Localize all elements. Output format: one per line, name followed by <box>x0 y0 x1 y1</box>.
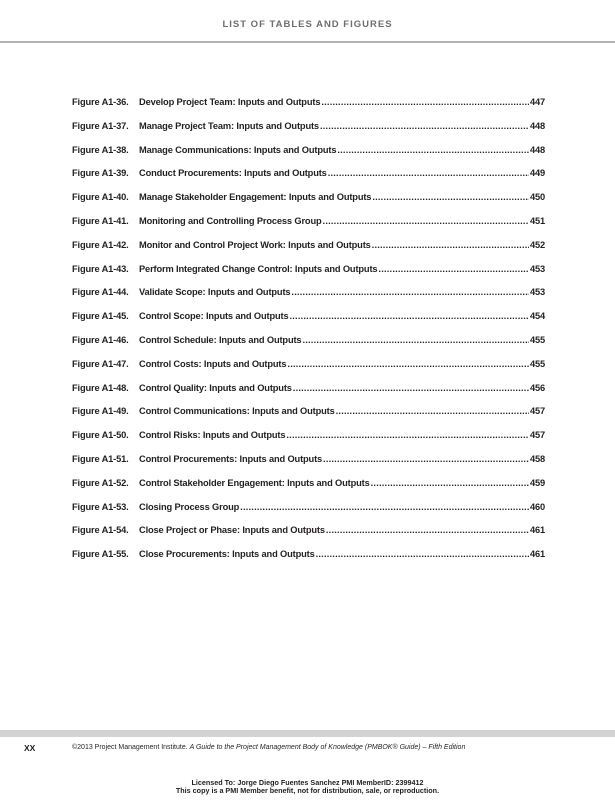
figure-page-number: 458 <box>529 453 545 464</box>
dot-leader <box>372 192 529 202</box>
figure-number: Figure A1-38. <box>72 144 129 155</box>
figure-number: Figure A1-54. <box>72 525 129 536</box>
figure-page-number: 453 <box>529 263 545 274</box>
license-notice <box>0 779 615 795</box>
figure-page-number: 461 <box>529 525 545 536</box>
figure-title: Validate Scope: Inputs and Outputs <box>139 287 291 298</box>
license-line-1: Licensed To: Jorge Diego Fuentes Sanchez PMI MemberID: 2399412 <box>191 778 424 787</box>
dot-leader <box>336 406 529 416</box>
figure-entry[interactable] <box>72 383 545 407</box>
figure-entry[interactable] <box>72 478 545 502</box>
dot-leader <box>291 287 529 297</box>
figure-number: Figure A1-40. <box>72 192 129 203</box>
dot-leader <box>378 264 529 274</box>
figure-number: Figure A1-37. <box>72 120 129 131</box>
dot-leader <box>321 97 529 107</box>
dot-leader <box>372 240 529 250</box>
figure-number: Figure A1-47. <box>72 358 129 369</box>
copyright-line <box>72 744 465 751</box>
figure-title: Control Costs: Inputs and Outputs <box>139 358 287 369</box>
figure-entry[interactable] <box>72 525 545 549</box>
figure-number: Figure A1-46. <box>72 334 129 345</box>
figure-number: Figure A1-50. <box>72 430 129 441</box>
header-rule <box>0 41 615 43</box>
page-header <box>0 0 615 44</box>
figure-page-number: 449 <box>529 168 545 179</box>
dot-leader <box>293 383 529 393</box>
figure-entry[interactable] <box>72 240 545 264</box>
dot-leader <box>326 525 529 535</box>
license-line-2: This copy is a PMI Member benefit, not for distribution, sale, or reproduction. <box>175 786 440 795</box>
figure-entry[interactable] <box>72 502 545 526</box>
figure-number: Figure A1-53. <box>72 501 129 512</box>
figure-page-number: 457 <box>529 406 545 417</box>
figure-number: Figure A1-44. <box>72 287 129 298</box>
figure-entry[interactable] <box>72 192 545 216</box>
dot-leader <box>302 335 528 345</box>
figure-title: Develop Project Team: Inputs and Outputs <box>139 97 321 107</box>
figure-page-number: 454 <box>529 311 545 322</box>
figure-number: Figure A1-45. <box>72 311 129 322</box>
dot-leader <box>316 549 529 559</box>
figure-number: Figure A1-39. <box>72 168 129 179</box>
figure-entry[interactable] <box>72 359 545 383</box>
figure-entry[interactable] <box>72 454 545 478</box>
figure-entry[interactable] <box>72 406 545 430</box>
figure-page-number: 459 <box>529 477 545 488</box>
figure-title: Manage Stakeholder Engagement: Inputs and Outputs <box>139 192 372 203</box>
dot-leader <box>337 145 529 155</box>
copyright-prefix: ©2013 Project Management Institute. <box>72 744 188 751</box>
figure-title: Monitor and Control Project Work: Inputs and Outputs <box>139 239 371 250</box>
dot-leader <box>323 454 529 464</box>
figure-title: Control Quality: Inputs and Outputs <box>139 382 292 393</box>
figure-entry[interactable] <box>72 430 545 454</box>
figure-page-number: 453 <box>529 287 545 298</box>
figure-page-number: 461 <box>529 549 545 560</box>
dot-leader <box>328 168 529 178</box>
figure-title: Close Project or Phase: Inputs and Outputs <box>139 525 325 536</box>
figure-page-number: 450 <box>529 192 545 203</box>
figure-page-number: 455 <box>529 334 545 345</box>
figure-number: Figure A1-55. <box>72 549 129 560</box>
figure-title: Control Stakeholder Engagement: Inputs and Outputs <box>139 477 370 488</box>
figure-title: Manage Project Team: Inputs and Outputs <box>139 120 319 131</box>
dot-leader <box>286 430 529 440</box>
figure-entry[interactable] <box>72 216 545 240</box>
figure-number: Figure A1-51. <box>72 453 129 464</box>
figure-entry[interactable] <box>72 311 545 335</box>
dot-leader <box>287 359 529 369</box>
figure-title: Monitoring and Controlling Process Group <box>139 215 322 226</box>
figure-page-number: 460 <box>529 501 545 512</box>
figure-title: Control Procurements: Inputs and Outputs <box>139 453 323 464</box>
dot-leader <box>323 216 529 226</box>
figure-title: Conduct Procurements: Inputs and Outputs <box>139 168 327 179</box>
running-head-title: LIST OF TABLES AND FIGURES <box>222 19 393 30</box>
figure-entry[interactable] <box>72 121 545 145</box>
figure-title: Manage Communications: Inputs and Outputs <box>139 144 337 155</box>
figure-list <box>72 97 545 573</box>
figure-number: Figure A1-48. <box>72 382 129 393</box>
figure-page-number: 457 <box>529 430 545 441</box>
figure-title: Perform Integrated Change Control: Inputs and Outputs <box>139 263 378 274</box>
figure-page-number: 452 <box>529 239 545 250</box>
figure-number: Figure A1-49. <box>72 406 129 417</box>
figure-entry[interactable] <box>72 549 545 573</box>
dot-leader <box>240 502 529 512</box>
figure-entry[interactable] <box>72 145 545 169</box>
figure-title: Control Scope: Inputs and Outputs <box>139 311 289 322</box>
figure-title: Control Risks: Inputs and Outputs <box>139 430 286 441</box>
figure-title: Closing Process Group <box>139 501 240 512</box>
dot-leader <box>289 311 528 321</box>
dot-leader <box>320 121 529 131</box>
figure-title: Control Communications: Inputs and Outputs <box>139 406 335 417</box>
figure-entry[interactable] <box>72 287 545 311</box>
figure-title: Control Schedule: Inputs and Outputs <box>139 334 302 345</box>
dot-leader <box>371 478 529 488</box>
figure-number: Figure A1-36. <box>72 97 129 107</box>
figure-number: Figure A1-52. <box>72 477 129 488</box>
figure-entry[interactable] <box>72 335 545 359</box>
page-folio: XX <box>24 743 36 753</box>
figure-number: Figure A1-41. <box>72 215 129 226</box>
figure-page-number: 455 <box>529 358 545 369</box>
figure-entry[interactable] <box>72 168 545 192</box>
figure-entry[interactable] <box>72 97 545 121</box>
figure-number: Figure A1-43. <box>72 263 129 274</box>
figure-page-number: 447 <box>529 97 545 107</box>
figure-page-number: 456 <box>529 382 545 393</box>
figure-title: Close Procurements: Inputs and Outputs <box>139 549 315 560</box>
figure-number: Figure A1-42. <box>72 239 129 250</box>
book-title: A Guide to the Project Management Body of Knowledge (PMBOK® Guide) – Fifth Edition <box>189 744 466 751</box>
figure-page-number: 451 <box>529 215 545 226</box>
figure-page-number: 448 <box>529 144 545 155</box>
figure-page-number: 448 <box>529 120 545 131</box>
figure-entry[interactable] <box>72 264 545 288</box>
footer-band <box>0 730 615 737</box>
